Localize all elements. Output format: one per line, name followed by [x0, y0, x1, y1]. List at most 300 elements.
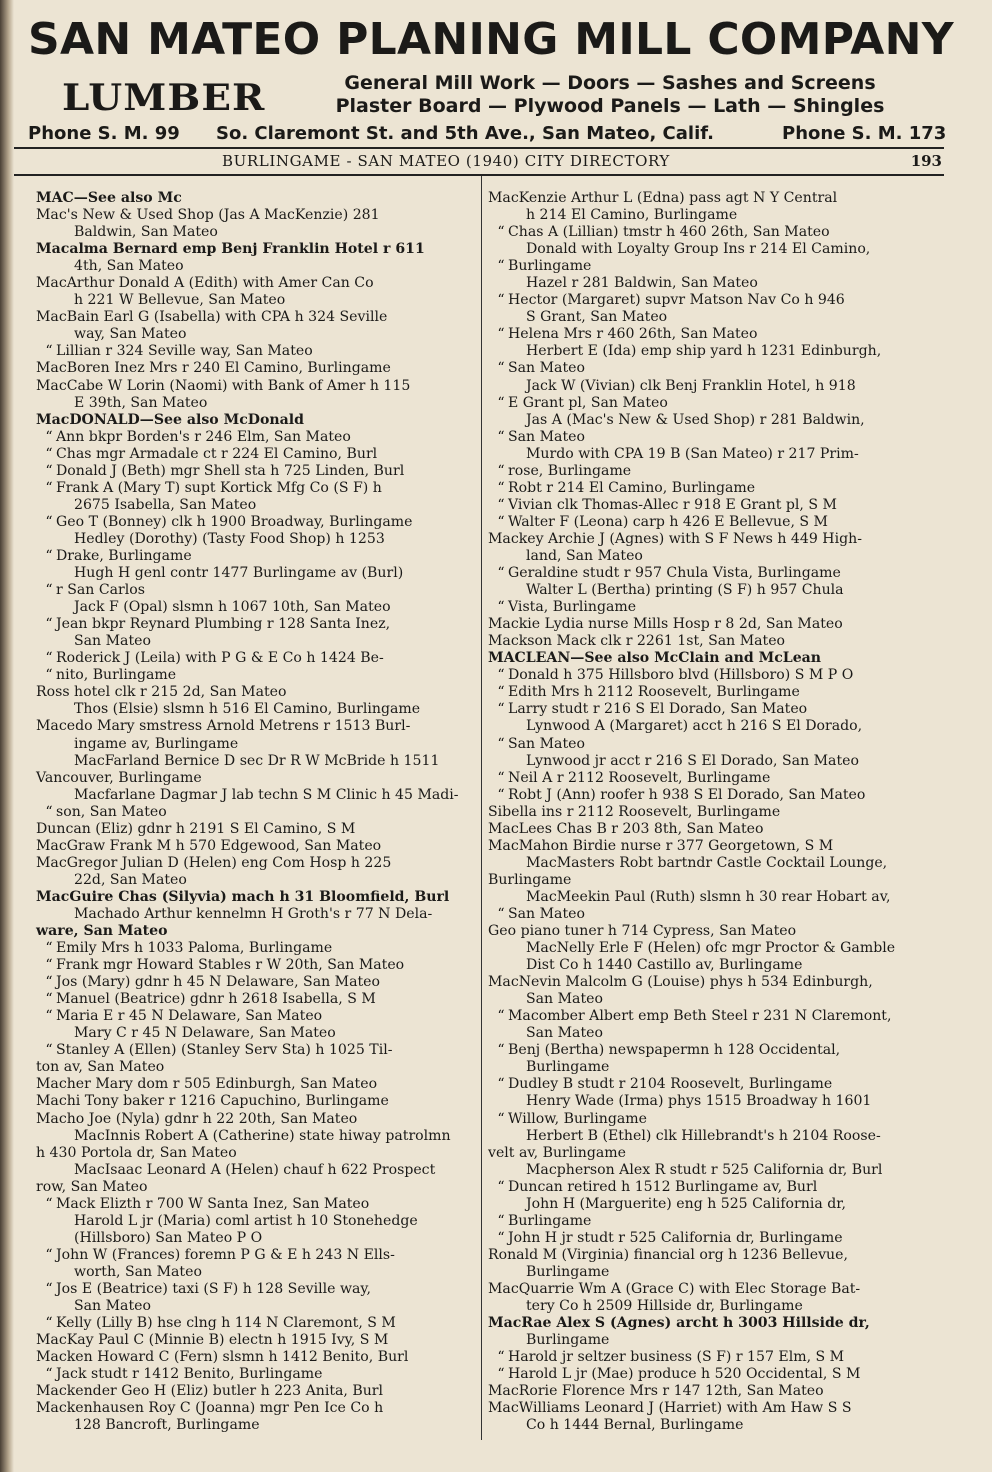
- ditto-mark: “: [45, 1281, 53, 1297]
- entry-text: Macfarlane Dagmar J lab techn S M Clinic h 45 Madi-: [74, 786, 459, 803]
- entry-text: Walter L (Bertha) printing (S F) h 957 Chula: [526, 582, 844, 599]
- column-divider: [481, 176, 482, 1440]
- entry-text: Lynwood A (Margaret) acct h 216 S El Dorado,: [526, 718, 863, 735]
- entry-text: Vivian clk Thomas-Allec r 918 E Grant pl, S M: [508, 496, 837, 513]
- entry-text: MacBoren Inez Mrs r 240 El Camino, Burlingame: [36, 360, 391, 377]
- entry-text: Duncan (Eliz) gdnr h 2191 S El Camino, S M: [36, 820, 356, 837]
- directory-entry: [36, 1332, 474, 1349]
- ditto-entry: [488, 667, 944, 684]
- directory-entry: [36, 684, 474, 701]
- ditto-mark: “: [45, 428, 53, 445]
- left-column: [36, 190, 474, 1434]
- ditto-entry: [36, 446, 474, 463]
- ditto-mark: “: [45, 1246, 53, 1263]
- ditto-mark: “: [497, 565, 505, 582]
- entry-text: Larry studt r 216 S El Dorado, San Mateo: [508, 701, 808, 718]
- ditto-entry: [488, 292, 944, 309]
- entry-text: Burlingame: [508, 1212, 592, 1229]
- entry-continuation: [36, 787, 474, 804]
- entry-text: 22d, San Mateo: [74, 871, 187, 888]
- ad-products-line-1: General Mill Work — Doors — Sashes and Screens: [344, 72, 876, 94]
- entry-continuation: [36, 1417, 474, 1434]
- ditto-entry: [488, 1230, 944, 1247]
- entry-text: MacMahon Birdie nurse r 377 Georgetown, S M: [488, 837, 834, 854]
- ditto-mark: “: [45, 445, 53, 462]
- entry-text: Walter F (Leona) carp h 426 E Bellevue, S M: [508, 513, 828, 530]
- ditto-mark: “: [45, 940, 53, 957]
- entry-text: MACLEAN—See also McClain and McLean: [488, 650, 822, 667]
- directory-entry: [488, 923, 944, 940]
- directory-entry: [488, 1145, 944, 1162]
- ditto-entry: [488, 1366, 944, 1383]
- ad-company-name: SAN MATEO PLANING MILL COMPANY: [28, 14, 954, 65]
- entry-text: velt av, Burlingame: [488, 1144, 626, 1161]
- entry-text: 128 Bancroft, Burlingame: [74, 1417, 260, 1434]
- entry-continuation: [488, 1196, 944, 1213]
- directory-entry: [36, 207, 474, 224]
- entry-text: Willow, Burlingame: [508, 1110, 647, 1127]
- entry-continuation: [36, 497, 474, 514]
- ditto-mark: “: [45, 650, 53, 667]
- entry-text: nito, Burlingame: [56, 667, 177, 684]
- ditto-mark: “: [497, 360, 505, 377]
- entry-text: Jos E (Beatrice) taxi (S F) h 128 Seville way,: [56, 1281, 372, 1297]
- entry-continuation: [36, 395, 474, 412]
- entry-text: row, San Mateo: [36, 1178, 148, 1195]
- entry-text: Donald with Loyalty Group Ins r 214 El Camino,: [526, 241, 871, 258]
- entry-text: San Mateo: [508, 735, 585, 752]
- entry-text: MacIsaac Leonard A (Helen) chauf h 622 Prospect: [74, 1161, 436, 1178]
- ditto-entry: [36, 463, 474, 480]
- entry-continuation: [488, 446, 944, 463]
- header-rule-bottom: [14, 174, 944, 176]
- entry-text: San Mateo: [526, 991, 603, 1008]
- entry-text: MacNevin Malcolm G (Louise) phys h 534 Edinburgh,: [488, 974, 873, 991]
- entry-continuation: [488, 940, 944, 957]
- ditto-entry: [36, 343, 474, 360]
- ditto-mark: “: [45, 462, 53, 479]
- ditto-mark: “: [497, 1366, 505, 1383]
- entry-text: Machado Arthur kennelmn H Groth's r 77 N Dela-: [74, 905, 433, 922]
- header-rule-top: [14, 147, 944, 149]
- entry-text: MacBain Earl G (Isabella) with CPA h 324 Seville: [36, 309, 388, 326]
- entry-continuation: [36, 1213, 474, 1230]
- entry-continuation: [36, 701, 474, 718]
- entry-text: Ross hotel clk r 215 2d, San Mateo: [36, 684, 287, 701]
- entry-continuation: [488, 241, 944, 258]
- directory-entry: [36, 1383, 474, 1400]
- ditto-entry: [488, 326, 944, 343]
- directory-entry: [488, 1247, 944, 1264]
- entry-continuation: [36, 565, 474, 582]
- ditto-entry: [36, 957, 474, 974]
- section-heading: [36, 241, 474, 258]
- entry-text: E 39th, San Mateo: [74, 394, 208, 411]
- entry-continuation: [488, 1093, 944, 1110]
- entry-continuation: [488, 275, 944, 292]
- directory-entry: [488, 804, 944, 821]
- ditto-mark: “: [497, 599, 505, 616]
- entry-text: MacArthur Donald A (Edith) with Amer Can Co: [36, 275, 374, 292]
- ditto-mark: “: [45, 616, 53, 633]
- directory-entry: [488, 633, 944, 650]
- entry-text: Benj (Bertha) newspapermn h 128 Occidental,: [508, 1042, 841, 1059]
- entry-text: Stanley A (Ellen) (Stanley Serv Sta) h 1025 Til-: [56, 1042, 393, 1059]
- entry-text: MAC—See also Mc: [36, 190, 182, 206]
- entry-text: ingame av, Burlingame: [74, 735, 239, 752]
- entry-text: Mackenhausen Roy C (Joanna) mgr Pen Ice Co h: [36, 1400, 384, 1417]
- directory-title: BURLINGAME - SAN MATEO (1940) CITY DIRECTORY: [222, 152, 670, 170]
- entry-text: Geo T (Bonney) clk h 1900 Broadway, Burlingame: [56, 513, 413, 530]
- entry-text: 4th, San Mateo: [74, 258, 184, 275]
- entry-text: Duncan retired h 1512 Burlingame av, Burl: [508, 1178, 818, 1195]
- directory-entry: [36, 1093, 474, 1110]
- ditto-mark: “: [497, 1008, 505, 1025]
- entry-text: Hedley (Dorothy) (Tasty Food Shop) h 1253: [74, 530, 385, 547]
- entry-text: Mackie Lydia nurse Mills Hosp r 8 2d, San Mateo: [488, 616, 843, 633]
- entry-continuation: [488, 753, 944, 770]
- entry-text: MacKenzie Arthur L (Edna) pass agt N Y Central: [488, 190, 838, 206]
- entry-text: ware, San Mateo: [36, 923, 168, 940]
- section-heading: [36, 889, 474, 906]
- entry-text: Hugh H genl contr 1477 Burlingame av (Burl): [74, 565, 404, 582]
- ditto-entry: [36, 804, 474, 821]
- entry-text: Macho Joe (Nyla) gdnr h 22 20th, San Mateo: [36, 1110, 358, 1127]
- ad-phone-left: Phone S. M. 99: [28, 123, 180, 144]
- entry-text: Dist Co h 1440 Castillo av, Burlingame: [526, 957, 803, 974]
- entry-continuation: [36, 736, 474, 753]
- ditto-mark: “: [45, 1042, 53, 1059]
- section-heading: [36, 412, 474, 429]
- directory-entry: [36, 1400, 474, 1417]
- ad-phone-right: Phone S. M. 173: [782, 123, 947, 144]
- ditto-mark: “: [497, 1212, 505, 1229]
- directory-entry: [36, 378, 474, 395]
- directory-entry: [488, 872, 944, 889]
- entry-text: E Grant pl, San Mateo: [508, 394, 668, 411]
- ditto-entry: [488, 1111, 944, 1128]
- entry-text: Maria E r 45 N Delaware, San Mateo: [56, 1008, 323, 1025]
- entry-text: Chas A (Lillian) tmstr h 460 26th, San Mateo: [508, 224, 830, 241]
- entry-continuation: [488, 1162, 944, 1179]
- entry-continuation: [36, 1128, 474, 1145]
- entry-text: Geo piano tuner h 714 Cypress, San Mateo: [488, 923, 797, 940]
- ditto-mark: “: [497, 905, 505, 922]
- entry-text: Donald J (Beth) mgr Shell sta h 725 Linden, Burl: [56, 462, 405, 479]
- entry-text: Macalma Bernard emp Benj Franklin Hotel r 611: [36, 241, 425, 258]
- section-heading: [36, 923, 474, 940]
- entry-text: Frank A (Mary T) supt Kortick Mfg Co (S F) h: [56, 479, 382, 496]
- ditto-entry: [488, 514, 944, 531]
- ditto-entry: [488, 787, 944, 804]
- entry-continuation: [488, 207, 944, 224]
- entry-text: Burlingame: [488, 871, 572, 888]
- section-heading: [36, 190, 474, 207]
- entry-text: Jack F (Opal) slsmn h 1067 10th, San Mateo: [74, 599, 391, 616]
- ditto-mark: “: [497, 684, 505, 701]
- entry-text: MacKay Paul C (Minnie B) electn h 1915 Ivy, S M: [36, 1332, 389, 1349]
- ditto-mark: “: [497, 786, 505, 803]
- entry-continuation: [488, 855, 944, 872]
- ditto-entry: [488, 497, 944, 514]
- entry-text: Macher Mary dom r 505 Edinburgh, San Mateo: [36, 1076, 378, 1093]
- entry-continuation: [36, 753, 474, 770]
- ditto-entry: [36, 480, 474, 497]
- ad-products: [310, 72, 910, 118]
- entry-text: h 221 W Bellevue, San Mateo: [74, 292, 286, 309]
- ditto-entry: [36, 940, 474, 957]
- ditto-entry: [36, 514, 474, 531]
- entry-text: San Mateo: [508, 360, 585, 377]
- entry-continuation: [488, 378, 944, 395]
- ditto-mark: “: [45, 991, 53, 1008]
- entry-text: Neil A r 2112 Roosevelt, Burlingame: [508, 769, 771, 786]
- entry-text: Baldwin, San Mateo: [74, 224, 218, 241]
- ditto-entry: [488, 906, 944, 923]
- ditto-entry: [488, 565, 944, 582]
- entry-text: Burlingame: [526, 1332, 610, 1349]
- entry-text: Burlingame: [508, 258, 592, 275]
- ditto-mark: “: [497, 769, 505, 786]
- entry-text: Manuel (Beatrice) gdnr h 2618 Isabella, S M: [56, 991, 376, 1008]
- directory-entry: [36, 275, 474, 292]
- entry-continuation: [488, 1264, 944, 1281]
- directory-entry: [488, 821, 944, 838]
- entry-text: son, San Mateo: [56, 803, 167, 820]
- entry-text: Macomber Albert emp Beth Steel r 231 N Claremont,: [508, 1008, 892, 1025]
- entry-text: San Mateo: [74, 633, 151, 650]
- running-head: [14, 150, 944, 172]
- entry-continuation: [488, 1059, 944, 1076]
- ditto-entry: [488, 770, 944, 787]
- ditto-mark: “: [45, 479, 53, 496]
- entry-text: Burlingame: [526, 1059, 610, 1076]
- entry-continuation: [488, 343, 944, 360]
- ditto-entry: [488, 701, 944, 718]
- entry-text: Chas mgr Armadale ct r 224 El Camino, Burl: [56, 445, 378, 462]
- ditto-mark: “: [45, 1315, 53, 1332]
- ditto-entry: [488, 1076, 944, 1093]
- directory-entry: [36, 309, 474, 326]
- ditto-entry: [36, 616, 474, 633]
- entry-continuation: [488, 1298, 944, 1315]
- entry-text: San Mateo: [526, 1025, 603, 1042]
- entry-text: Mackender Geo H (Eliz) butler h 223 Anita, Burl: [36, 1383, 384, 1400]
- ditto-mark: “: [45, 343, 53, 360]
- entry-text: (Hillsboro) San Mateo P O: [74, 1229, 263, 1246]
- entry-text: John W (Frances) foremn P G & E h 243 N Ells-: [56, 1246, 395, 1263]
- ditto-entry: [488, 736, 944, 753]
- entry-continuation: [488, 582, 944, 599]
- directory-entry: [36, 1145, 474, 1162]
- entry-continuation: [36, 906, 474, 923]
- ditto-entry: [488, 360, 944, 377]
- entry-text: Henry Wade (Irma) phys 1515 Broadway h 1601: [526, 1093, 872, 1110]
- ditto-entry: [488, 1179, 944, 1196]
- entry-text: Drake, Burlingame: [56, 547, 192, 564]
- ditto-entry: [488, 463, 944, 480]
- directory-entry: [36, 1076, 474, 1093]
- ditto-entry: [36, 667, 474, 684]
- directory-entry: [36, 1179, 474, 1196]
- ditto-entry: [488, 224, 944, 241]
- ditto-mark: “: [497, 701, 505, 718]
- entry-text: San Mateo: [508, 905, 585, 922]
- entry-continuation: [36, 224, 474, 241]
- entry-text: John H jr studt r 525 California dr, Burlingame: [508, 1229, 843, 1246]
- directory-entry: [488, 838, 944, 855]
- ditto-mark: “: [497, 735, 505, 752]
- ditto-mark: “: [497, 1076, 505, 1093]
- directory-entry: [36, 1111, 474, 1128]
- entry-text: Murdo with CPA 19 B (San Mateo) r 217 Prim-: [526, 445, 859, 462]
- ditto-mark: “: [45, 547, 53, 564]
- entry-text: Herbert E (Ida) emp ship yard h 1231 Edinburgh,: [526, 343, 882, 360]
- entry-text: Hazel r 281 Baldwin, San Mateo: [526, 275, 758, 292]
- ditto-mark: “: [497, 667, 505, 684]
- entry-continuation: [36, 1298, 474, 1315]
- ditto-entry: [488, 1213, 944, 1230]
- entry-text: MacWilliams Leonard J (Harriet) with Am Haw S S: [488, 1400, 852, 1417]
- section-heading: [488, 650, 944, 667]
- directory-entry: [36, 1349, 474, 1366]
- entry-text: h 430 Portola dr, San Mateo: [36, 1144, 237, 1161]
- ditto-entry: [36, 650, 474, 667]
- entry-text: tery Co h 2509 Hillside dr, Burlingame: [526, 1298, 803, 1315]
- entry-text: Donald h 375 Hillsboro blvd (Hillsboro) S M P O: [508, 667, 854, 684]
- entry-text: Robt r 214 El Camino, Burlingame: [508, 479, 756, 496]
- ditto-mark: “: [497, 479, 505, 496]
- ditto-mark: “: [497, 513, 505, 530]
- ditto-mark: “: [45, 974, 53, 991]
- ditto-entry: [36, 1008, 474, 1025]
- entry-text: ton av, San Mateo: [36, 1059, 165, 1076]
- entry-text: Co h 1444 Bernal, Burlingame: [526, 1417, 744, 1434]
- entry-text: Roderick J (Leila) with P G & E Co h 1424 Be-: [56, 650, 384, 667]
- ditto-mark: “: [497, 462, 505, 479]
- directory-entry: [36, 718, 474, 735]
- entry-text: Thos (Elsie) slsmn h 516 El Camino, Burlingame: [74, 701, 421, 718]
- ditto-entry: [36, 1247, 474, 1264]
- entry-text: Vancouver, Burlingame: [36, 769, 202, 786]
- entry-text: Kelly (Lilly B) hse clng h 114 N Claremont, S M: [56, 1315, 396, 1332]
- directory-entry: [36, 855, 474, 872]
- ditto-mark: “: [497, 496, 505, 513]
- entry-text: Jean bkpr Reynard Plumbing r 128 Santa Inez,: [56, 616, 391, 633]
- entry-text: Burlingame: [526, 1263, 610, 1280]
- entry-continuation: [488, 309, 944, 326]
- entry-text: San Mateo: [74, 1298, 151, 1315]
- entry-continuation: [488, 957, 944, 974]
- entry-text: Macken Howard C (Fern) slsmn h 1412 Benito, Burl: [36, 1349, 409, 1366]
- entry-text: Ronald M (Virginia) financial org h 1236 Bellevue,: [488, 1246, 848, 1263]
- ad-contact-line: [26, 120, 956, 148]
- entry-continuation: [488, 718, 944, 735]
- directory-entry: [36, 821, 474, 838]
- entry-continuation: [488, 412, 944, 429]
- entry-text: MacGraw Frank M h 570 Edgewood, San Mateo: [36, 837, 382, 854]
- entry-text: MacCabe W Lorin (Naomi) with Bank of Amer h 115: [36, 377, 411, 394]
- entry-text: Jas A (Mac's New & Used Shop) r 281 Baldwin,: [526, 411, 865, 428]
- entry-text: MacQuarrie Wm A (Grace C) with Elec Storage Bat-: [488, 1281, 861, 1297]
- entry-continuation: [488, 1332, 944, 1349]
- ditto-mark: “: [45, 957, 53, 974]
- entry-continuation: [36, 872, 474, 889]
- entry-continuation: [488, 991, 944, 1008]
- entry-text: MacRorie Florence Mrs r 147 12th, San Mateo: [488, 1383, 824, 1400]
- entry-text: San Mateo: [508, 428, 585, 445]
- entry-text: 2675 Isabella, San Mateo: [74, 496, 257, 513]
- entry-continuation: [488, 889, 944, 906]
- entry-text: MacNelly Erle F (Helen) ofc mgr Proctor & Gamble: [526, 940, 896, 957]
- ditto-entry: [488, 684, 944, 701]
- ditto-mark: “: [497, 1229, 505, 1246]
- ditto-mark: “: [497, 1042, 505, 1059]
- entry-text: MacDONALD—See also McDonald: [36, 411, 304, 428]
- entry-text: Helena Mrs r 460 26th, San Mateo: [508, 326, 758, 343]
- ditto-entry: [488, 599, 944, 616]
- ditto-entry: [36, 1042, 474, 1059]
- ditto-entry: [36, 1315, 474, 1332]
- entry-continuation: [488, 1128, 944, 1145]
- ditto-entry: [488, 1008, 944, 1025]
- entry-continuation: [36, 258, 474, 275]
- ditto-entry: [488, 429, 944, 446]
- ad-lumber-heading: LUMBER: [62, 77, 266, 119]
- right-column: [488, 190, 944, 1434]
- ditto-entry: [36, 1366, 474, 1383]
- page-number: 193: [910, 152, 942, 170]
- entry-continuation: [36, 326, 474, 343]
- entry-continuation: [36, 1264, 474, 1281]
- entry-text: MacFarland Bernice D sec Dr R W McBride h 1511: [74, 752, 440, 769]
- entry-text: S Grant, San Mateo: [526, 309, 668, 326]
- ad-address: So. Claremont St. and 5th Ave., San Mateo, Calif.: [216, 123, 714, 144]
- ditto-mark: “: [45, 1195, 53, 1212]
- entry-text: Herbert B (Ethel) clk Hillebrandt's h 2104 Roose-: [526, 1127, 881, 1144]
- entry-continuation: [36, 633, 474, 650]
- entry-text: Harold jr seltzer business (S F) r 157 Elm, S M: [508, 1349, 845, 1366]
- entry-text: Mackey Archie J (Agnes) with S F News h 449 High-: [488, 530, 862, 547]
- entry-text: Frank mgr Howard Stables r W 20th, San Mateo: [56, 957, 405, 974]
- page-binding-edge: [0, 0, 14, 1472]
- ditto-entry: [488, 395, 944, 412]
- directory-entry: [36, 1059, 474, 1076]
- entry-text: Ann bkpr Borden's r 246 Elm, San Mateo: [56, 428, 351, 445]
- entry-continuation: [488, 1417, 944, 1434]
- directory-entry: [488, 1281, 944, 1298]
- entry-text: land, San Mateo: [526, 547, 643, 564]
- ditto-mark: “: [45, 513, 53, 530]
- entry-text: Jack studt r 1412 Benito, Burlingame: [56, 1366, 323, 1383]
- section-heading: [488, 1315, 944, 1332]
- ditto-entry: [36, 1281, 474, 1298]
- ditto-mark: “: [45, 667, 53, 684]
- entry-text: h 214 El Camino, Burlingame: [526, 207, 738, 224]
- entry-text: Sibella ins r 2112 Roosevelt, Burlingame: [488, 803, 781, 820]
- directory-entry: [488, 190, 944, 207]
- ditto-mark: “: [497, 292, 505, 309]
- entry-continuation: [488, 548, 944, 565]
- entry-text: Jos (Mary) gdnr h 45 N Delaware, San Mateo: [56, 974, 380, 991]
- entry-text: John H (Marguerite) eng h 525 California dr,: [526, 1195, 846, 1212]
- ditto-mark: “: [497, 224, 505, 241]
- directory-entry: [488, 974, 944, 991]
- ditto-mark: “: [497, 428, 505, 445]
- ditto-entry: [488, 1042, 944, 1059]
- entry-text: MacMeekin Paul (Ruth) slsmn h 30 rear Hobart av,: [526, 888, 891, 905]
- ditto-mark: “: [45, 803, 53, 820]
